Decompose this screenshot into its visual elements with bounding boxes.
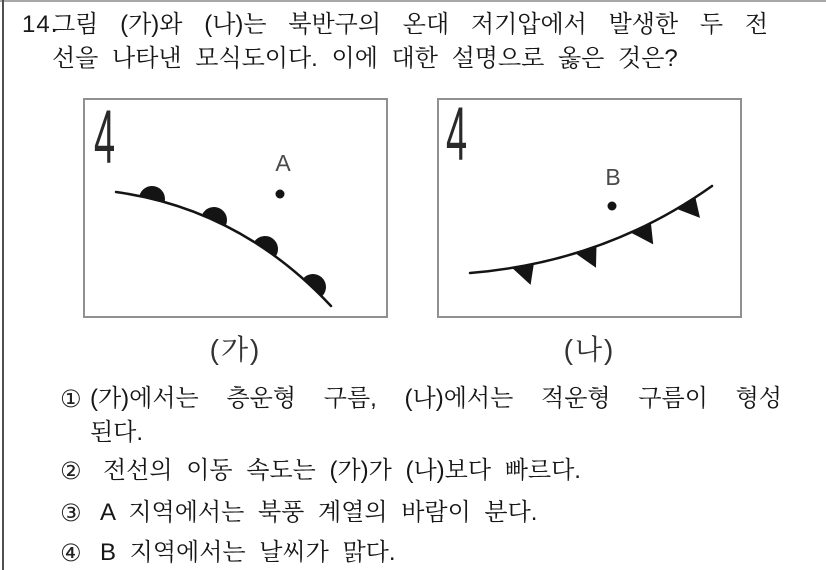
figure-box-warm-front (83, 98, 388, 318)
choice-4-text: B 지역에서는 날씨가 맑다. (100, 539, 396, 566)
point-label-b: B (605, 164, 621, 190)
page-top-rule (0, 0, 826, 2)
choice-2-marker: ② (60, 457, 82, 485)
figure-caption-ga: (가) (209, 334, 262, 365)
warm-front-line (116, 192, 331, 306)
corner-mark-4: 4 (94, 100, 116, 180)
choice-1-marker: ① (60, 385, 82, 413)
cold-front-symbol (677, 197, 706, 226)
choice-1-text-line-1: (가)에서는 층운형 구름, (나)에서는 적운형 구름이 형성 (90, 385, 782, 412)
cold-front-symbol (631, 223, 659, 251)
question-text-line-1: 그림 (가)와 (나)는 북반구의 온대 저기압에서 발생한 두 전 (52, 11, 768, 38)
question-text-line-2: 선을 나타낸 모식도이다. 이에 대한 설명으로 옳은 것은? (52, 45, 678, 72)
cold-front-symbol (512, 264, 537, 288)
corner-mark-4: 4 (446, 100, 468, 177)
page-left-rule (2, 0, 4, 570)
choice-2-text: 전선의 이동 속도는 (가)가 (나)보다 빠르다. (103, 457, 581, 484)
choice-3-marker: ③ (60, 499, 82, 527)
cold-front-diagram (439, 100, 740, 316)
point-label-a: A (275, 150, 291, 176)
figure-box-cold-front (437, 98, 742, 318)
choice-3-text: A 지역에서는 북풍 계열의 바람이 분다. (100, 499, 538, 526)
warm-front-symbol (139, 183, 167, 202)
choice-4-marker: ④ (60, 539, 82, 567)
question-number: 14. (22, 11, 59, 38)
point-a-dot (276, 190, 285, 199)
warm-front-diagram (85, 100, 386, 316)
choice-1-text-line-2: 된다. (90, 419, 144, 446)
figure-caption-na: (나) (563, 334, 616, 365)
cold-front-symbol (576, 247, 603, 273)
point-b-dot (608, 202, 617, 211)
